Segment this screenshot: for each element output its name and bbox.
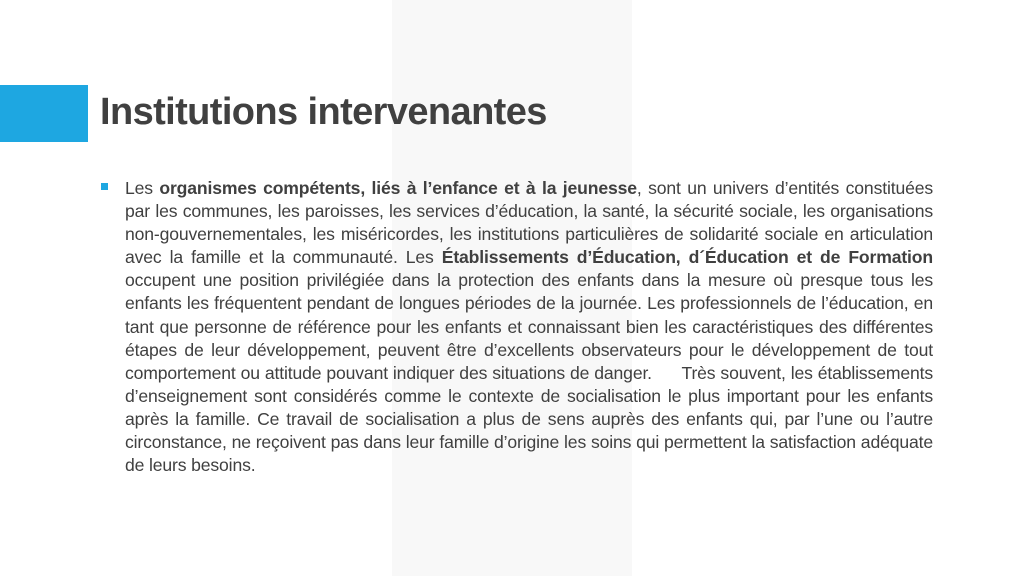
text-segment: occupent une position privilégiée dans la protection des enfants dans la mesure où presque tous les enfants les fréquentent pendant de longues périodes de la journée. Les professionnels de l’éducation, en tant que personne de référence pour les enfants et connaissant bien les caractéristiques des différentes étapes de leur développement, peuvent être d’excellents observateurs pour le développement de tout comportement ou attitude pouvant indiquer des situations de danger. Très souvent, les établissements d’enseignement sont considérés comme le contexte de socialisation le plus important pour les enfants après la famille. Ce travail de socialisation a plus de sens auprès des enfants qui, par l’une ou l’autre circonstance, ne reçoivent pas dans leur famille d’origine les soins qui permettent la satisfaction adéquate de leurs besoins. bbox=[125, 247, 938, 476]
slide-title: Institutions intervenantes bbox=[100, 91, 547, 133]
bold-segment-etablissements: Établissements d’Éducation, d´Éducation et de Formation bbox=[441, 247, 933, 268]
square-bullet-icon bbox=[101, 183, 108, 190]
bold-segment-organismes: organismes compétents, liés à l’enfance et à la jeunesse bbox=[159, 178, 637, 198]
text-segment: Les bbox=[125, 178, 160, 198]
title-accent-bar bbox=[0, 85, 88, 142]
bullet-paragraph bbox=[125, 177, 938, 477]
text-segment: , sont un univers d’entités constituées par les communes, les paroisses, les services d’éducation, la santé, la sécurité sociale, les organisations non-gouvernementales, les miséricordes, les institutions particulières de solidarité sociale en articulation avec la famille et la communauté. Les bbox=[125, 178, 933, 268]
